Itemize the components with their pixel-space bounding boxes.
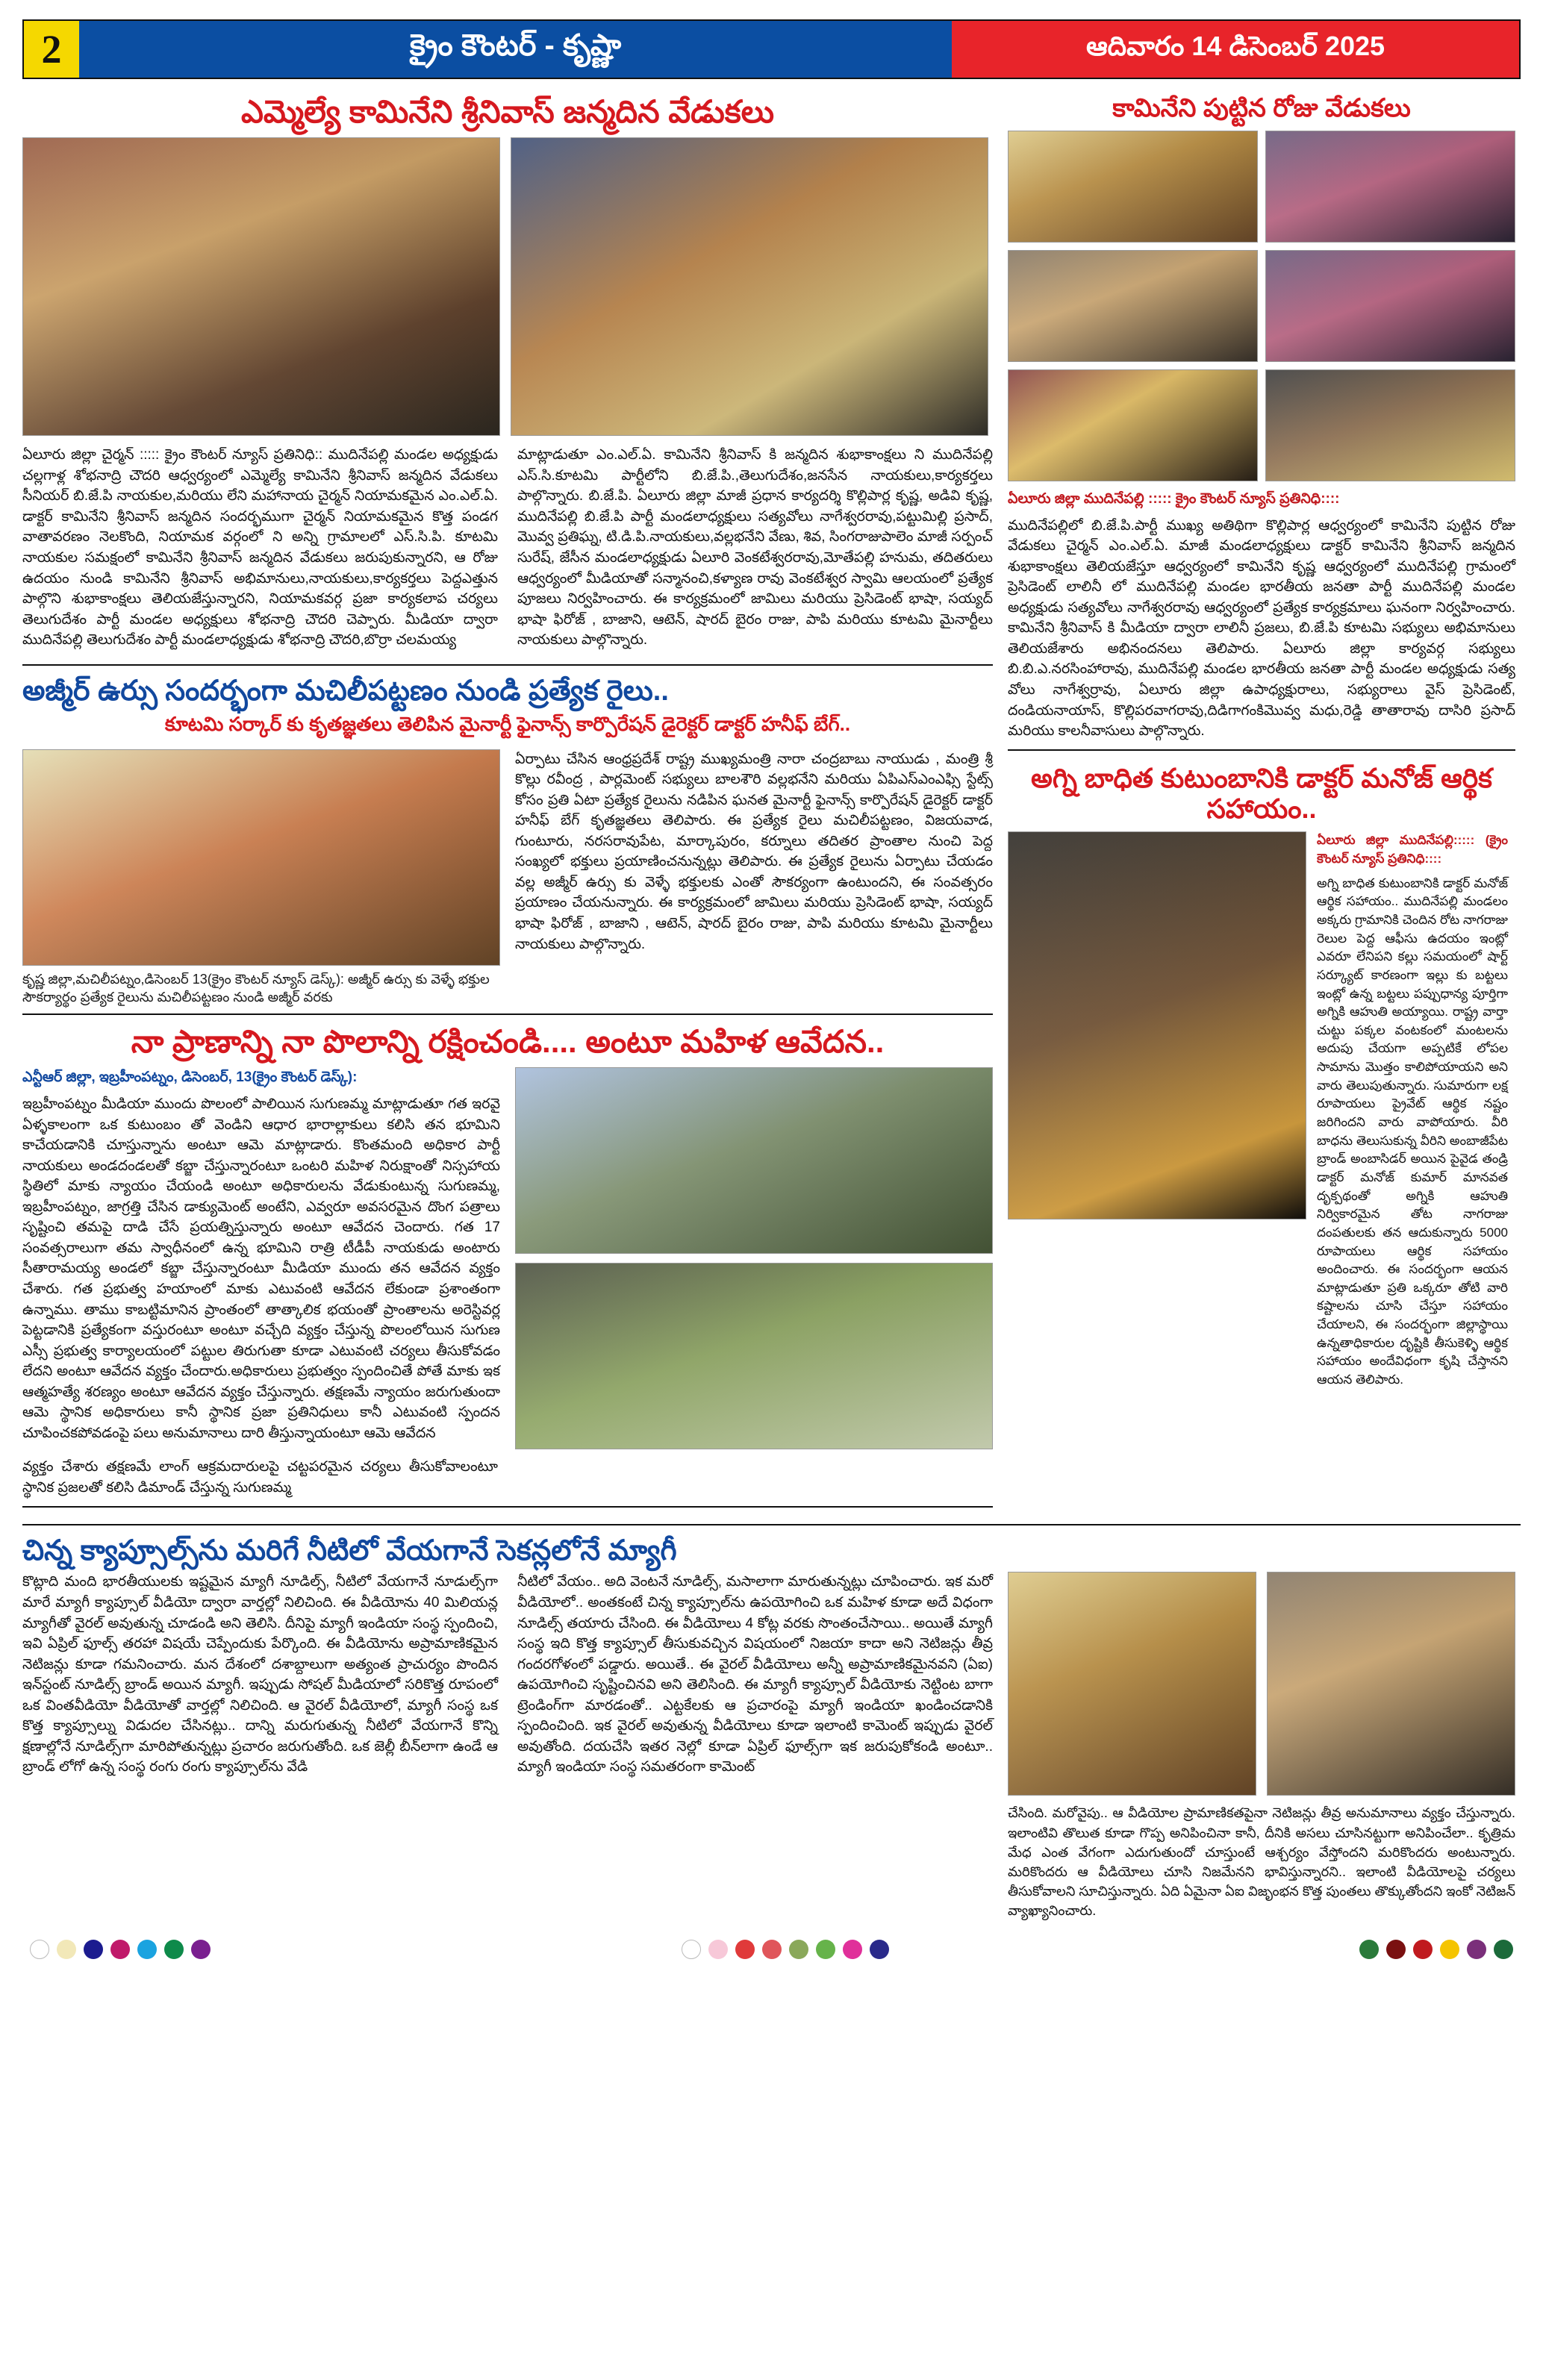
- story1r-headline: కామినేని పుట్టిన రోజు వేడుకలు: [1112, 94, 1411, 122]
- story1r-caption-lead: ఏలూరు జిల్లా ముదినేపల్లి ::::: క్రైం కౌంటర్ న్యూస్ ప్రతినిధి::::: [1008, 491, 1340, 507]
- photo-crowd-1: [1265, 131, 1515, 243]
- divider-3: [22, 1506, 993, 1508]
- story3-body-tail: వ్యక్తం చేశారు తక్షణమే లాంగ్ ఆక్రమదారులపై చట్టపరమైన చర్యలు తీసుకోవాలంటూ స్థానిక ప్రజలతో కలిసి డిమాండ్ చేస్తున్న సుగుణమ్మ: [22, 1459, 498, 1496]
- photo-woman-interview-media: [515, 1067, 993, 1254]
- reg-dot: [1467, 1940, 1486, 1959]
- masthead-title: క్రైం కౌంటర్ - కృష్ణా: [79, 21, 952, 78]
- story4-content: [1008, 831, 1515, 1395]
- story2-caption: కృష్ణ జిల్లా,మచిలీపట్నం,డిసెంబర్ 13(క్రైం కౌంటర్ న్యూస్ డెస్క్): అజ్మీర్ ఉర్సు కు వెళ్ళే భక్తుల సౌకర్యార్థం ప్రత్యేక రైలును మచిలీపట్టణం నుండి అజ్మీర్ వరకు: [22, 971, 490, 1005]
- story3-content: [22, 1067, 993, 1449]
- photo-distribution: [1265, 250, 1515, 362]
- story1-photo-row: [22, 137, 993, 436]
- page-body: [22, 90, 1521, 1517]
- reg-dot: [843, 1940, 862, 1959]
- story2-content: [22, 749, 993, 1007]
- reg-dot: [84, 1940, 103, 1959]
- reg-dot: [57, 1940, 76, 1959]
- print-registration-marks: [22, 1940, 1521, 1959]
- dot-group-left: [30, 1940, 211, 1959]
- reg-dot: [735, 1940, 755, 1959]
- masthead: [22, 19, 1521, 79]
- story5-col1: కొట్లాది మంది భారతీయులకు ఇష్టమైన మ్యాగీ నూడిల్స్, నీటిలో వేయగానే నూడుల్స్‌గా మారే మ్యాగీ క్యాప్సూల్ వీడియో ద్వారా వార్తల్లో నిలిచింది. ఈ వీడియోను 40 మిలియన్ల మ్యాగీతో వైరల్ అవుతున్న చూడండి అని తెలిసి. దీనిపై మ్యాగీ ఇండియా సంస్థ స్పందించి, ఇవి ఏప్రిల్ ఫూల్స్ తరహా విషయే చెప్పేందుకు పేర్కొంది. ఈ వీడియోను అప్రామాణికమైన నెటిజన్లు కూడా గమనించారు. మన దేశంలో దశాబ్దాలుగా అత్యంత ప్రాచుర్యం పొందిన ఇన్‌స్టంట్ నూడిల్స్ బ్రాండ్ అయిన మ్యాగీ. ఇప్పుడు సోషల్ మీడియాలో సరికొత్త రూపంలో ఒక వింతవీడియో వీడియోతో వార్తల్లో నిలిచింది. ఆ వైరల్ వీడియోలో, మ్యాగీ సంస్థ ఒక కొత్త క్యాప్సూల్ను విడుదల చేసినట్లు.. దాన్ని మరుగుతున్న నీటిలో వేయగానే కొన్ని క్షణాల్లోనే నూడిల్స్‌గా మారిపోతున్నట్లు ప్రచారం జరుగుతోంది. ఒక జెల్లీ బీన్‌లాగా ఉండే ఆ బ్రాండ్ లోగో ఉన్న సంస్థ రంగు రంగు క్యాప్సూల్‌ను వేడి: [22, 1574, 498, 1775]
- story5-col3: చేసింది. మరోవైపు.. ఆ వీడియోల ప్రామాణికతపైనా నెటిజన్లు తీవ్ర అనుమానాలు వ్యక్తం చేస్తున్నారు. ఇలాంటివి తొలుత కూడా గొప్ప అనిపించినా కానీ, దీనికి అసలు చూసినట్టుగా అనిపించేలా.. కృత్రిమ మేధ ఎంత వేగంగా ఎదుగుతుందో చూస్తుంటే ఆశ్చర్యం వేస్తోందని మరికొందరు అంటున్నారు. మరికొందరు ఆ వీడియోలు చూసి నిజమేనని భావిస్తున్నారని.. ఇలాంటి వీడియోలపై చర్యలు తీసుకోవాలని సూచిస్తున్నారు. ఏది ఏమైనా ఏఐ విజృంభన కొత్త పుంతలు తొక్కుతోందని ఇంకో నెటిజన్ వ్యాఖ్యానించారు.: [1008, 1805, 1515, 1918]
- photo-capsule-hand: [1267, 1572, 1515, 1796]
- story1-text: [22, 445, 993, 656]
- story2-body: ఏర్పాటు చేసిన ఆంధ్రప్రదేశ్ రాష్ట్ర ముఖ్యమంత్రి నారా చంద్రబాబు నాయుడు , మంత్రి శ్రీ కొల్లు రవీంద్ర , పార్లమెంట్ సభ్యులు బాలశౌరి వల్లభనేని మరియు ఏపిఎస్ఎంఎఫ్సి స్టేట్స్ కోసం ప్రతి ఏటా ప్రత్యేక రైలును నడిపిన ఘనత మైనార్టీ ఫైనాన్స్ కార్పొరేషన్ డైరెక్టర్ డాక్టర్ హనీఫ్ బేగ్ కృతజ్ఞతలు తెలిపారు. ఈ ప్రత్యేక రైలు మచిలీపట్టణం, విజయవాడ, గుంటూరు, నరసరావుపేట, మార్కాపురం, కర్నూలు తదితర ప్రాంతాల నుంచి పెద్ద సంఖ్యలో భక్తులు ప్రయాణించనున్నట్లు తెలిపారు. ఈ ప్రత్యేక రైలును ఏర్పాటు చేయడం వల్ల అజ్మీర్ ఉర్సు కు వెళ్ళే భక్తులకు ఎంతో సౌకర్యంగా ఉంటుందని, ఈ సంవత్సరం ప్రయాణం చేయనున్నారు. ఈ కార్యక్రమంలో జామిలు మరియు ప్రెసిడెంట్ భాషా, సయ్యద్ భాషా ఫిరోజ్ , బాజాని , ఆటెన్, షారద్ బైరం రాజు, పాపి మరియు కూటమి మైనార్టీలు నాయకులు పాల్గొన్నారు.: [515, 751, 993, 952]
- reg-dot: [164, 1940, 184, 1959]
- story2-subhead: కూటమి సర్కార్ కు కృతజ్ఞతలు తెలిపిన మైనార్టీ ఫైనాన్స్ కార్పొరేషన్ డైరెక్టర్ డాక్టర్ హనీఫ్ బేగ్..: [164, 712, 851, 735]
- reg-dot: [1413, 1940, 1433, 1959]
- story-ajmer-train: [22, 675, 993, 1006]
- right-column: [1008, 90, 1515, 1517]
- reg-dot: [1359, 1940, 1379, 1959]
- photo-birthday-cake: [1008, 131, 1258, 243]
- reg-dot: [1440, 1940, 1459, 1959]
- photo-women-group: [1008, 250, 1258, 362]
- main-column: [22, 90, 993, 1517]
- photo-muslim-leaders-meeting: [22, 749, 500, 966]
- page-number: 2: [24, 21, 79, 78]
- divider-2: [22, 1013, 993, 1015]
- divider-4: [1008, 749, 1515, 751]
- story1r-body: ముదినేపల్లిలో బి.జే.పి.పార్టీ ముఖ్య అతిథిగా కొల్లిపార్ల ఆధ్వర్యంలో కామినేని పుట్టిన రోజు వేడుకలు చైర్మన్ ఎం.ఎల్.ఏ. మాజీ మండలాధ్యక్షులు డాక్టర్ కామినేని శ్రీనివాస్ జన్మదిన శుభాకాంక్షలు తెలియజేస్తూ ఆధ్వర్యంలో కామినేని కృష్ణ ఆధ్వర్యంలో ముదినేపల్లి గ్రామంలో ప్రెసిడెంట్ లాలినీ లో ముదినేపల్లి మండల భారతీయ జనతా పార్టీ ముదినేపల్లి మండల అధ్యక్షుడు సత్యవోలు నాగేశ్వరరావు ఆధ్వర్యంలో ప్రత్యేక కార్యక్రమాలు ఘనంగా నిర్వహించారు. కామినేని శ్రీనివాస్ కి మీడియా ద్వారా లాలినీ ప్రజలు, బి.జే.పి కూటమి సభ్యులు అభిమానులు తెలియజేశారు అభినందనలు తెలిపారు. ఏలూరు జిల్లా కార్యవర్గ సభ్యులు బి.బి.ఎ.నరసింహారావు, ముదినేపల్లి మండల భారతీయ జనతా పార్టీ మండల అధ్యక్షుడు సత్య వోలు నాగేశ్వర్రావు, ఏలూరు జిల్లా ఉపాధ్యక్షురాలు, సభ్యురాలు వైస్ ప్రెసిడెంట్, దండియనాయాస్, కొల్లిపరవాగరావు,దిడిగాగంకిమొవ్వ మధు,రెడ్డి తాతారావు దాసిరి ప్రసాద్ మరియు కాలనీవాసులు పాల్గొన్నారు.: [1008, 517, 1515, 740]
- photo-woman-field: [515, 1263, 993, 1449]
- story1-col2: మాట్లాడుతూ ఎం.ఎల్.ఏ. కామినేని శ్రీనివాస్ కి జన్మదిన శుభాకాంక్షలు ని ముదినేపల్లి ఎస్.సి.కూటమి పార్టీలోని బి.జే.పి.,తెలుగుదేశం,జనసేన నాయకులు,కార్యకర్తలు పాల్గొన్నారు. బి.జే.పి. ఏలూరు జిల్లా మాజీ ప్రధాన కార్యదర్శి కొల్లిపార్ల కృష్ణ, అడివి కృష్ణ, ముదినేపల్లి బి.జే.పి పార్టీ మండలాధ్యక్షులు సత్యవోలు నాగేశ్వరరావు,పట్టుమిల్లి ప్రసాద్, మొవ్వ ప్రతిఘ్న, టి.డి.పి.నాయకులు,వల్లభనేని వేణు, శివ, సింగరాజుపాలెం మాజీ సర్పంచ్ సురేష్, జేసీన మండలాధ్యక్షుడు ఏలూరి వెంకటేశ్వరరావు,మోతేపల్లి హనుమ, తదితరులు ఆధ్వర్యంలో మీడియాతో సన్మానంచి,కళ్యాణ రావు వెంకటేశ్వర స్వామి ఆలయంలో ప్రత్యేక పూజలు నిర్వహించారు. ఈ కార్యక్రమంలో జామిలు మరియు ప్రెసిడెంట్ భాషా, సయ్యద్ భాషా ఫిరోజ్ , బాజాని, ఆటెన్, షారద్ బైరం రాజు, పాపి మరియు కూటమి మైనార్టీలు నాయకులు పాల్గొన్నారు.: [517, 447, 993, 649]
- story5-col2: నీటిలో వేయం.. అది వెంటనే నూడిల్స్, మసాలాగా మారుతున్నట్లు చూపించారు. ఇక మరో వీడియోలో.. అంతకంటే చిన్న క్యాప్సూల్‌ను ఉపయోగించి ఒక మహిళ కూడా అదే విధంగా నూడిల్స్ తయారు చేసింది. ఈ వీడియోలు 4 కోట్ల వరకు సొంతంచేసాయి.. అయితే మ్యాగీ సంస్థ ఇది కొత్త క్యాప్సూల్ తీసుకువచ్చిన విషయంలో నిజయా కాదా అని నెటిజన్లు తీవ్ర గందరగోళంలో పడ్డారు. అయితే.. ఈ వైరల్ వీడియోలు అన్నీ అప్రామాణికమైనవని (ఏఐ) ఉపయోగించి సృష్టించినవి అని తెలిసింది. ఈ మ్యాగీ క్యాప్సూల్ వీడియోకు నెట్టింట బాగా ట్రెండింగ్‌గా మారడంతో.. ఎట్టకేలకు ఆ ప్రచారంపై మ్యాగీ ఇండియా ఖండించడానికి స్పందించింది. ఇక వైరల్ అవుతున్న వీడియోలు కూడా ఇలాంటి కామెంట్ ఇప్పుడు వైరల్ అవుతోంది. దయచేసి ఇతర నెల్లో కూడా ఏప్రిల్ ఫూల్స్‌గా ఇక జరుపుకోకండి అంటూ.. మ్యాగీ ఇండియా సంస్థ సమతరంగా కామెంట్: [517, 1574, 993, 1775]
- story3-tail: [22, 1457, 993, 1498]
- photo-stage-event: [1008, 369, 1258, 481]
- story3-body: ఇబ్రహీంపట్నం మీడియా ముందు పొలంలో పాలియిన సుగుణమ్మ మాట్లాడుతూ గత ఇరవై ఏళ్ళకాలంగా ఒక కుటుంబం తో వెండిని ఆధార భారాల్లాకులు కలిసి తన భూమిని కాచేయడానికి చూస్తున్నాను అంటూ ఆమె మాట్లాడారు. కొంతమంది అధికార పార్టీ నాయకులు అండదండలతో కబ్జా చేస్తున్నారంటూ ఒంటరి మహిళ నిరుక్షాంతో నిస్సహాయ స్థితిలో మాకు న్యాయం చేయండి అంటూ అధికారులను వేడుకుంటున్న సుగుణమ్మ, ఇబ్రహీంపట్నం, జాగ్రత్తి చేసిన డాక్యుమెంట్ అంటేని, ఎవ్వరూ అవసరమైన దొంగ పత్రాలు సృష్టించి తమపై దాడి చేసే ప్రయత్నిస్తున్నారు అంటూ ఆవేదన చెందారు. గత 17 సంవత్సరాలుగా తమ స్వాధీనంలో ఉన్న భూమిని రాత్రి టీడీపీ నాయకుడు అంటారు సీతారామయ్య అండలో కబ్జా చేస్తున్నారంటూ మీడియా ముందు తన ఆవేదన వ్యక్తం చేశారు. గత ప్రభుత్వ హయాంలో మాకు ఎటువంటి ఆవేదన లేకుండా ప్రశాంతంగా ఉన్నాము. తాము కాబట్టిమానిన ప్రాంతంలో తాత్కాలిక భయంతో ప్రాంతాలను అరెస్టివర్ల పెట్టడానికి ప్రత్యేకంగా వస్తురంటూ అంటూ వచ్చేది వ్యక్తం చేస్తున్న పొలంలోయిన సుగుణ ఎస్సీ ప్రభుత్వ కార్యాలయంలో పట్టుల తిరుగుతా కూడా ఎటువంటి చర్యలు తీసుకోవడం లేదని అంటూ ఆవేదన వ్యక్తం చేందారు.అధికారులు ప్రభుత్వం స్పందించితే పోతే మాకు ఇక ఆత్మహత్యే శరణ్యం అంటూ ఆవేదన వ్యక్తం చేస్తున్నారు. తక్షణమే న్యాయం జరుగుతుందా ఆమె స్థానిక అధికారులు కానీ స్థానిక ప్రజా ప్రతినిధులు కానీ ఎటువంటి స్పందన చూపించకపోవడంపై పలు అనుమానాలు దారి తీస్తున్నాయంటూ ఆమె ఆవేదన: [22, 1096, 500, 1441]
- story4-headline: అగ్ని బాధిత కుటుంబానికి డాక్టర్ మనోజ్ ఆర్థిక సహాయం..: [1031, 762, 1492, 825]
- dot-group-right: [1359, 1940, 1513, 1959]
- reg-dot: [789, 1940, 808, 1959]
- reg-dot: [30, 1940, 49, 1959]
- photo-mla-garland: [511, 137, 988, 436]
- photo-hall-meeting: [1265, 369, 1515, 481]
- divider-5: [22, 1524, 1521, 1525]
- dot-group-middle: [682, 1940, 889, 1959]
- story-maggi-capsule: [22, 1534, 1521, 1926]
- reg-dot: [1386, 1940, 1406, 1959]
- story2-headline: అజ్మీర్ ఉర్సు సందర్భంగా మచిలీపట్టణం నుండి ప్రత్యేక రైలు..: [22, 675, 669, 707]
- reg-dot: [708, 1940, 728, 1959]
- reg-dot: [191, 1940, 211, 1959]
- photo-burnt-house: [1008, 831, 1306, 1219]
- photo-mla-felicitation: [22, 137, 500, 436]
- story4-dateline: ఏలూరు జిల్లా ముదినేపల్లి::::: (క్రైం కౌంటర్ న్యూస్ ప్రతినిధి::::: [1317, 833, 1508, 866]
- photo-noodles-bowl: [1008, 1572, 1256, 1796]
- story3-dateline: ఎన్టీఆర్ జిల్లా, ఇబ్రహీంపట్నం, డిసెంబర్, 13(క్రైం కౌంటర్ డెస్క్):: [22, 1069, 358, 1086]
- story1-col1: ఏలూరు జిల్లా చైర్మన్ ::::: క్రైం కౌంటర్ న్యూస్ ప్రతినిధి:: ముదినేపల్లి మండల అధ్యక్షుడు చల్లగాళ్ల శోభనాద్రి చౌదరి ఆధ్వర్యంలో ఎమ్మెల్యే కామినేని శ్రీనివాస్ జన్మదిన వేడుకలు సీనియర్ బి.జే.పి నాయకుల,మరియు లేని మహానాయ చైర్మన్ నియామకమైన ఎం.ఎల్.ఏ. డాక్టర్ కామినేని శ్రీనివాస్ జన్మదిన సందర్భముగా చైర్మన్ నియామకమైన కొత్త పండగ వాతావరణం నెలకొంది, నియామక వర్గంలో ని అన్ని గ్రామాలలో ఎస్.సి.పి. కూటమి నాయకుల సమక్షంలో కామినేని శ్రీనివాస్ జన్మదిన వేడుకలు జరుపుకున్నారని, ఆ రోజు ఉదయం నుండి కామినేని శ్రీనివాస్ అభిమానులు,నాయకులు,కార్యకర్తలు పెద్దఎత్తున పాల్గొని శుభాకాంక్షలు తెలియజేస్తున్నారని, నియామకవర్గ ప్రజా కార్యకలాప చర్యలు తెలుగుదేశం పార్టీ మండల అధ్యక్షులు శోభనాద్రి చౌదరి చెప్పారు. మీడియా ద్వారా ముదినేపల్లి తెలుగుదేశం పార్టీ మండలాధ్యక్షుడు శోభనాద్రి చౌదరి,బొర్రా చలమయ్య: [22, 447, 498, 649]
- story-fire-help: [1008, 763, 1515, 1396]
- story5-content: [22, 1572, 1521, 1926]
- reg-dot: [682, 1940, 701, 1959]
- divider-1: [22, 664, 993, 666]
- story-woman-land: [22, 1024, 993, 1498]
- reg-dot: [762, 1940, 782, 1959]
- reg-dot: [816, 1940, 835, 1959]
- reg-dot: [137, 1940, 157, 1959]
- reg-dot: [1494, 1940, 1513, 1959]
- story1-headline: ఎమ్మెల్యే కామినేని శ్రీనివాస్ జన్మదిన వేడుకలు: [240, 94, 775, 129]
- story3-headline: నా ప్రాణాన్ని నా పొలాన్ని రక్షించండి.... అంటూ మహిళ ఆవేదన..: [131, 1024, 885, 1060]
- story-birthday-photos: [1008, 94, 1515, 742]
- story4-body-top: అగ్ని బాధిత కుటుంబానికి డాక్టర్ మనోజ్ ఆర్థిక సహాయం.. ముదినేపల్లి మండలం అక్కరు గ్రామానికి చెందిన రోట నాగరాజు రెలుల పెద్ద ఆఫీసు ఉదయం ఇంట్లో ఎవరూ లేనిపని కల్లు సమయంలో షార్ట్ సర్క్యూట్ కారణంగా ఇల్లు కు బట్టలు ఇంట్లో ఉన్న బట్టలు పప్పుధాన్య పూర్తిగా అగ్నికి ఆహుతి అయ్యాయి. రాష్ట్ర వార్తా చుట్టు పక్కల వంటకంలో మంటలను అదుపు చేయగా అప్పటికే లోపల సామాను మొత్తం కాలిపోయాయని అని వారు తెలుపుతున్నారు. సుమారుగా లక్ష రూపాయలు ప్రైవేట్ ఆర్థిక నష్టం జరిగిందని వారు వాపోయారు. వీరి బాధను తెలుసుకున్న వీరిని అంబాజీపేట బ్రాండ్ అంబాసిడర్ అయిన పైవైడ తండ్రి డాక్టర్ మనోజ్ కుమార్ మానవత దృక్పథంతో అగ్నికి ఆహుతి నిర్వికారమైన తోట నాగరాజు దంపతులకు తన ఆదుకున్నారు 5000 రూపాయలు ఆర్థిక సహాయం అందించారు. ఈ సందర్భంగా ఆయన మాట్లాడుతూ ప్రతి ఒక్కరూ తోటి వారి కష్టాలను చూసి చేస్తూ సహాయం చేయాలని, ఈ సందర్భంగా జిల్లాస్థాయి ఉన్నతాధికారుల దృష్టికి తీసుకెళ్ళి ఆర్థిక సహాయం అందేవిధంగా కృషి చేస్తానని ఆయన తెలిపారు.: [1317, 875, 1508, 1387]
- story-mla-birthday: [22, 94, 993, 657]
- reg-dot: [870, 1940, 889, 1959]
- reg-dot: [110, 1940, 130, 1959]
- story5-headline: చిన్న క్యాప్సూల్స్‌ను మరిగే నీటిలో వేయగానే సెకన్లలోనే మ్యాగీ: [22, 1534, 677, 1567]
- story1r-photo-grid: [1008, 131, 1515, 481]
- masthead-date: ఆదివారం 14 డిసెంబర్ 2025: [952, 21, 1519, 78]
